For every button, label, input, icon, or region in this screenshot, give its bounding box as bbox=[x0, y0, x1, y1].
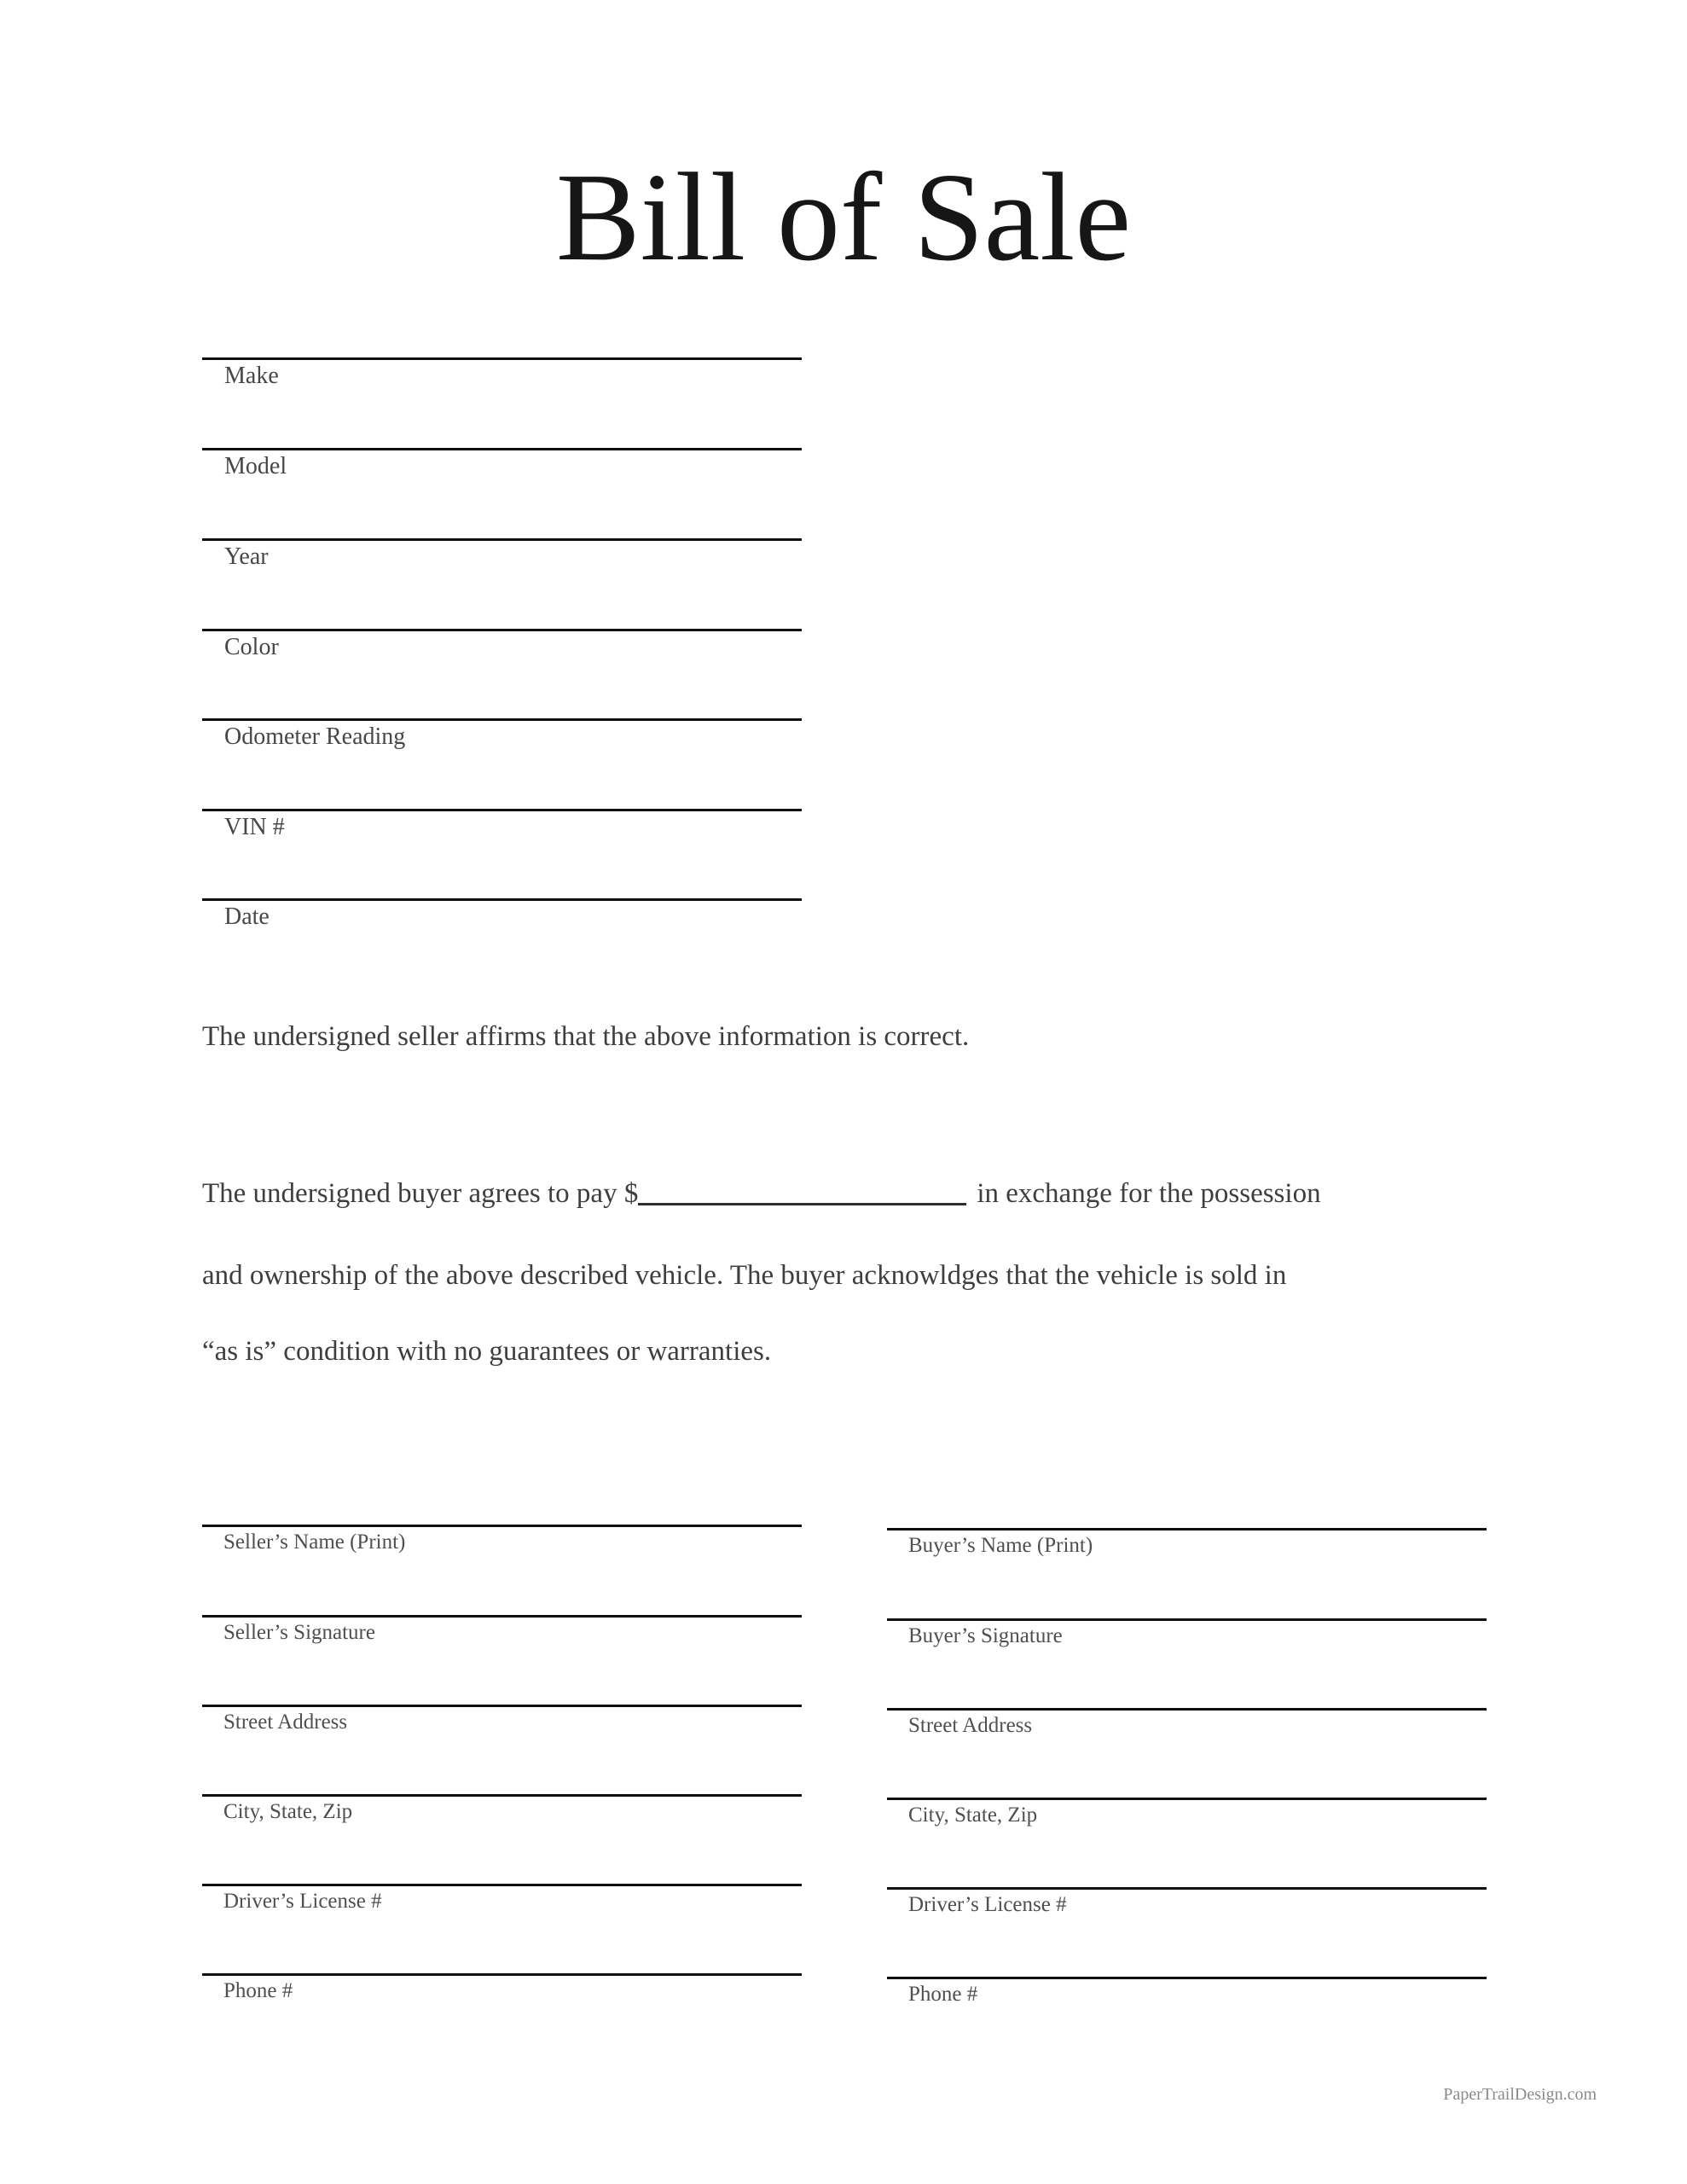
buyer-agreement-line3: “as is” condition with no guarantees or warranties. bbox=[202, 1336, 772, 1367]
buyer-agreement-line2: and ownership of the above described vehicle. The buyer acknowldges that the vehicle is sold in bbox=[202, 1260, 1287, 1291]
field-label-seller-city-state-zip: City, State, Zip bbox=[223, 1800, 353, 1823]
field-row-buyer-street-address bbox=[887, 1708, 1487, 1736]
field-label-date: Date bbox=[224, 903, 270, 930]
field-label-buyer-signature: Buyer’s Signature bbox=[908, 1624, 1063, 1647]
field-row-seller-city-state-zip bbox=[202, 1794, 802, 1822]
field-row-model bbox=[202, 448, 802, 479]
field-row-seller-phone bbox=[202, 1973, 802, 2001]
document-title: Bill of Sale bbox=[555, 148, 1132, 288]
field-label-buyer-drivers-license: Driver’s License # bbox=[908, 1893, 1067, 1916]
field-row-buyer-signature bbox=[887, 1618, 1487, 1647]
field-row-color bbox=[202, 629, 802, 659]
field-label-seller-signature: Seller’s Signature bbox=[223, 1621, 375, 1644]
field-label-buyer-phone: Phone # bbox=[908, 1983, 978, 2006]
field-label-odometer-reading: Odometer Reading bbox=[224, 723, 406, 750]
field-label-buyer-street-address: Street Address bbox=[908, 1714, 1033, 1737]
field-row-seller-signature bbox=[202, 1615, 802, 1643]
field-label-color: Color bbox=[224, 634, 279, 660]
buyer-agreement-line1 bbox=[202, 1180, 1321, 1208]
field-row-odometer-reading bbox=[202, 718, 802, 749]
field-row-buyer-phone bbox=[887, 1977, 1487, 2005]
buyer-agreement-line1-prefix: The undersigned buyer agrees to pay $ bbox=[202, 1178, 639, 1209]
field-label-seller-drivers-license: Driver’s License # bbox=[223, 1890, 382, 1913]
amount-blank-line bbox=[638, 1182, 966, 1205]
seller-affirmation-text: The undersigned seller affirms that the above information is correct. bbox=[202, 1021, 970, 1052]
field-label-seller-street-address: Street Address bbox=[223, 1711, 348, 1734]
buyer-agreement-line1-suffix: in exchange for the possession bbox=[977, 1178, 1321, 1209]
field-label-model: Model bbox=[224, 453, 287, 479]
field-row-date bbox=[202, 898, 802, 929]
field-label-year: Year bbox=[224, 543, 269, 570]
field-row-vin bbox=[202, 809, 802, 839]
field-row-make bbox=[202, 357, 802, 388]
field-label-make: Make bbox=[224, 363, 279, 389]
field-label-seller-phone: Phone # bbox=[223, 1979, 293, 2002]
footer-credit: PaperTrailDesign.com bbox=[1443, 2085, 1597, 2104]
field-label-buyer-city-state-zip: City, State, Zip bbox=[908, 1804, 1038, 1827]
field-row-seller-street-address bbox=[202, 1705, 802, 1733]
field-row-seller-name bbox=[202, 1525, 802, 1553]
field-row-buyer-drivers-license bbox=[887, 1887, 1487, 1915]
field-row-buyer-name bbox=[887, 1528, 1487, 1556]
field-label-vin: VIN # bbox=[224, 814, 285, 840]
field-row-year bbox=[202, 538, 802, 569]
field-row-buyer-city-state-zip bbox=[887, 1798, 1487, 1826]
field-label-buyer-name: Buyer’s Name (Print) bbox=[908, 1534, 1093, 1557]
field-label-seller-name: Seller’s Name (Print) bbox=[223, 1531, 406, 1554]
field-row-seller-drivers-license bbox=[202, 1884, 802, 1912]
